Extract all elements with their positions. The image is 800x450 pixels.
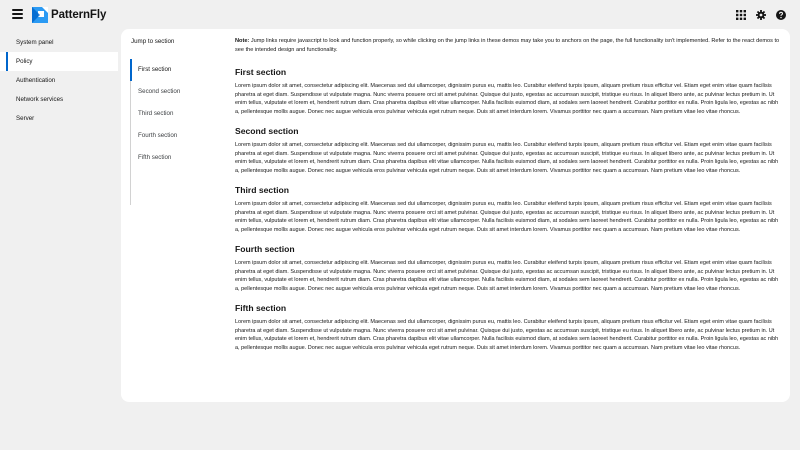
note-text <box>235 37 780 54</box>
section-second <box>235 126 780 175</box>
hamburger-menu-icon[interactable] <box>12 9 23 19</box>
help-icon[interactable] <box>775 9 786 20</box>
sidebar-item-policy[interactable]: Policy <box>0 52 118 71</box>
note-body: Jump links require javascript to look and function properly, so while clicking on the jump links in these demos may take you to anchors on the page, the full functionality isn't implemented. Refer to the react demos to see the intended design and functionality. <box>235 38 780 53</box>
app-launcher-icon[interactable] <box>735 9 746 20</box>
section-third <box>235 185 780 234</box>
brand-name: PatternFly <box>51 8 107 21</box>
section-heading: First section <box>235 67 287 78</box>
section-body: Lorem ipsum dolor sit amet, consectetur adipiscing elit. Maecenas sed dui ullamcorper, dignissim purus eu, mattis leo. Curabitur eleifend turpis ipsum, aliquam pretium risus efficitur vel. Etiam eget enim vitae quam facilisis pharetra at eget diam. Suspendisse ut vulputate magna. Nunc viverra posuere orci sit amet pulvinar. Quisque dui justo, egestas ac accumsan suscipit, tristique eu risus. In aliquet libero ante, ac pulvinar lectus pretium in. Ut enim tellus, vulputate et lorem et, hendrerit rutrum diam. Cras pharetra dapibus elit vitae ullamcorper. Nulla facilisis euismod diam, at sodales sem laoreet hendrerit. Curabitur porttitor ex nulla. Proin ligula leo, egestas ac nibh a, pellentesque mollis augue. Donec nec augue vehicula eros pulvinar vehicula eget rutrum neque. Duis sit amet interdum lorem. Vivamus porttitor nec quam a accumsan. Nam pretium vitae leo vitae rhoncus. <box>235 319 779 351</box>
main-content-card <box>121 29 790 402</box>
section-body: Lorem ipsum dolor sit amet, consectetur adipiscing elit. Maecenas sed dui ullamcorper, dignissim purus eu, mattis leo. Curabitur eleifend turpis ipsum, aliquam pretium risus efficitur vel. Etiam eget enim vitae quam facilisis pharetra at eget diam. Suspendisse ut vulputate magna. Nunc viverra posuere orci sit amet pulvinar. Quisque dui justo, egestas ac accumsan suscipit, tristique eu risus. In aliquet libero ante, ac pulvinar lectus pretium in. Ut enim tellus, vulputate et lorem et, hendrerit rutrum diam. Cras pharetra dapibus elit vitae ullamcorper. Nulla facilisis euismod diam, at sodales sem laoreet hendrerit. Curabitur porttitor ex nulla. Proin ligula leo, egestas ac nibh a, pellentesque mollis augue. Donec nec augue vehicula eros pulvinar vehicula eget rutrum neque. Duis sit amet interdum lorem. Vivamus porttitor nec quam a accumsan. Nam pretium vitae leo vitae rhoncus. <box>235 260 779 292</box>
sidebar-item-system-panel[interactable]: System panel <box>16 39 54 46</box>
section-body: Lorem ipsum dolor sit amet, consectetur adipiscing elit. Maecenas sed dui ullamcorper, dignissim purus eu, mattis leo. Curabitur eleifend turpis ipsum, aliquam pretium risus efficitur vel. Etiam eget enim vitae quam facilisis pharetra at eget diam. Suspendisse ut vulputate magna. Nunc viverra posuere orci sit amet pulvinar. Quisque dui justo, egestas ac accumsan suscipit, tristique eu risus. In aliquet libero ante, ac pulvinar lectus pretium in. Ut enim tellus, vulputate et lorem et, hendrerit rutrum diam. Cras pharetra dapibus elit vitae ullamcorper. Nulla facilisis euismod diam, at sodales sem laoreet hendrerit. Curabitur porttitor ex nulla. Proin ligula leo, egestas ac nibh a, pellentesque mollis augue. Donec nec augue vehicula eros pulvinar vehicula eget rutrum neque. Duis sit amet interdum lorem. Vivamus porttitor nec quam a accumsan. Nam pretium vitae leo vitae rhoncus. <box>235 201 779 233</box>
jump-link-fifth-section[interactable]: Fifth section <box>138 154 172 161</box>
section-fourth <box>235 244 780 293</box>
masthead-tools <box>735 9 786 20</box>
section-fifth <box>235 303 780 352</box>
brand-logo[interactable] <box>32 6 106 23</box>
sidebar-nav <box>0 29 118 450</box>
jump-link-first-section[interactable]: First section <box>131 59 230 81</box>
section-body: Lorem ipsum dolor sit amet, consectetur adipiscing elit. Maecenas sed dui ullamcorper, dignissim purus eu, mattis leo. Curabitur eleifend turpis ipsum, aliquam pretium risus efficitur vel. Etiam eget enim vitae quam facilisis pharetra at eget diam. Suspendisse ut vulputate magna. Nunc viverra posuere orci sit amet pulvinar. Quisque dui justo, egestas ac accumsan suscipit, tristique eu risus. In aliquet libero ante, ac pulvinar lectus pretium in. Ut enim tellus, vulputate et lorem et, hendrerit rutrum diam. Cras pharetra dapibus elit vitae ullamcorper. Nulla facilisis euismod diam, at sodales sem laoreet hendrerit. Curabitur porttitor ex nulla. Proin ligula leo, egestas ac nibh a, pellentesque mollis augue. Donec nec augue vehicula eros pulvinar vehicula eget rutrum neque. Duis sit amet interdum lorem. Vivamus porttitor nec quam a accumsan. Nam pretium vitae leo vitae rhoncus. <box>235 83 779 115</box>
masthead <box>0 0 800 29</box>
patternfly-logo-icon <box>32 7 48 23</box>
section-body: Lorem ipsum dolor sit amet, consectetur adipiscing elit. Maecenas sed dui ullamcorper, dignissim purus eu, mattis leo. Curabitur eleifend turpis ipsum, aliquam pretium risus efficitur vel. Etiam eget enim vitae quam facilisis pharetra at eget diam. Suspendisse ut vulputate magna. Nunc viverra posuere orci sit amet pulvinar. Quisque dui justo, egestas ac accumsan suscipit, tristique eu risus. In aliquet libero ante, ac pulvinar lectus pretium in. Ut enim tellus, vulputate et lorem et, hendrerit rutrum diam. Cras pharetra dapibus elit vitae ullamcorper. Nulla facilisis euismod diam, at sodales sem laoreet hendrerit. Curabitur porttitor ex nulla. Proin ligula leo, egestas ac nibh a, pellentesque mollis augue. Donec nec augue vehicula eros pulvinar vehicula eget rutrum neque. Duis sit amet interdum lorem. Vivamus porttitor nec quam a accumsan. Nam pretium vitae leo vitae rhoncus. <box>235 142 779 174</box>
jump-link-third-section[interactable]: Third section <box>138 110 174 117</box>
content-area <box>235 37 780 362</box>
jump-links-list <box>130 59 230 205</box>
sidebar-item-authentication[interactable]: Authentication <box>16 77 56 84</box>
section-first <box>235 67 780 116</box>
jump-link-fourth-section[interactable]: Fourth section <box>138 132 178 139</box>
sidebar-item-server[interactable]: Server <box>16 115 35 122</box>
note-prefix: Note: <box>235 38 250 44</box>
section-heading: Second section <box>235 126 299 137</box>
settings-gear-icon[interactable] <box>755 9 766 20</box>
sidebar-item-network-services[interactable]: Network services <box>16 96 64 103</box>
section-heading: Third section <box>235 185 289 196</box>
section-heading: Fourth section <box>235 244 295 255</box>
section-heading: Fifth section <box>235 303 287 314</box>
jump-links-title: Jump to section <box>131 38 175 45</box>
jump-link-second-section[interactable]: Second section <box>138 88 181 95</box>
